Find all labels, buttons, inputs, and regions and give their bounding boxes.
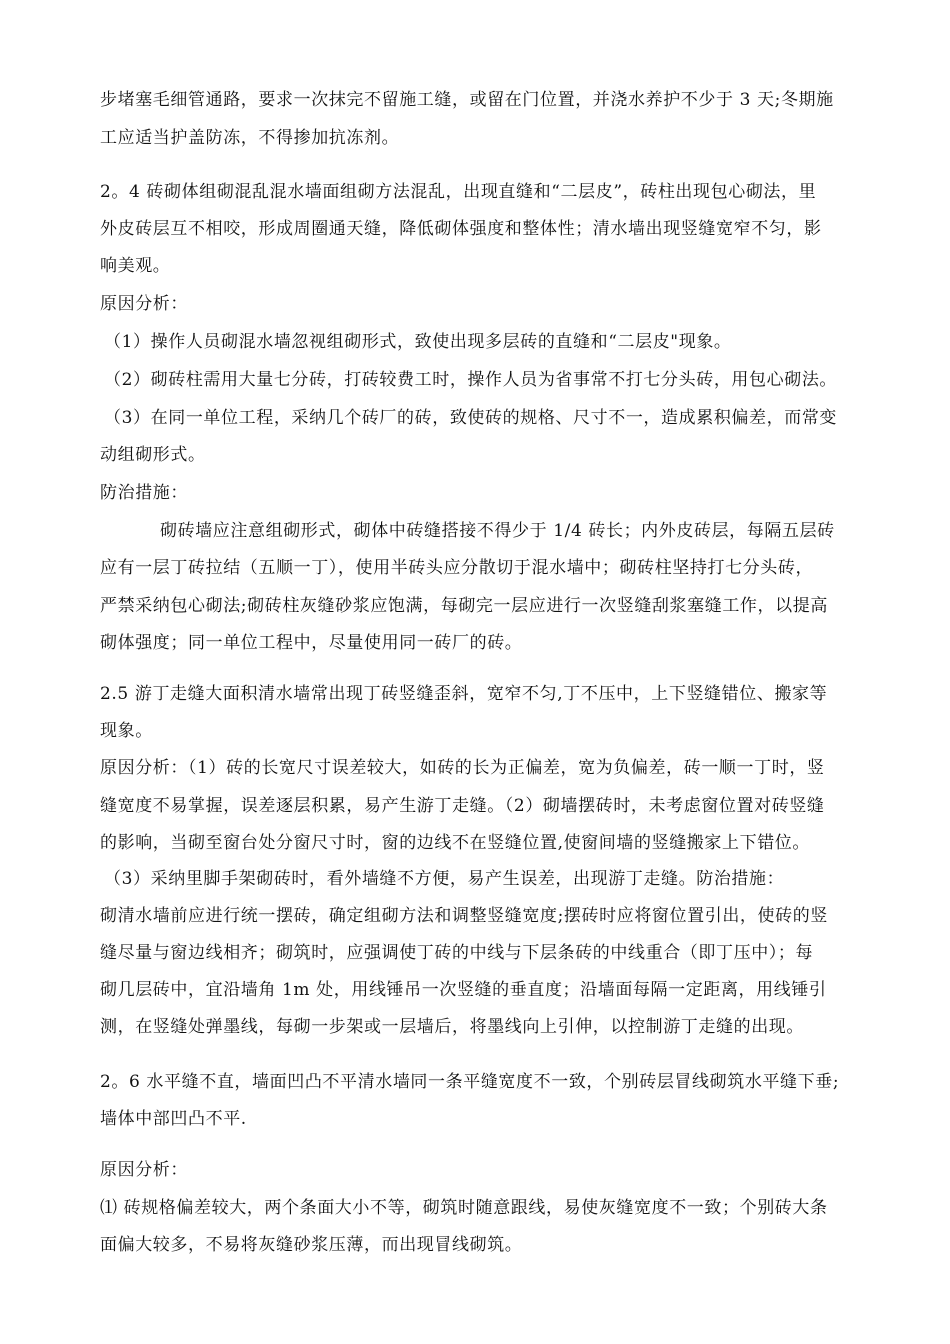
subheading: 原因分析： bbox=[100, 1160, 188, 1180]
text-line: 现象。 bbox=[100, 721, 153, 741]
section-heading: 2.5 游丁走缝大面积清水墙常出现丁砖竖缝歪斜，宽窄不匀,丁不压中，上下竖缝错位、搬家等 bbox=[100, 684, 828, 704]
text-line: 动组砌形式。 bbox=[100, 445, 206, 465]
subheading: 防治措施： bbox=[100, 483, 188, 503]
text-line: 工应适当护盖防冻，不得掺加抗冻剂。 bbox=[100, 128, 400, 148]
text-line: 外皮砖层互不相咬，形成周圈通天缝，降低砌体强度和整体性；清水墙出现竖缝宽窄不匀，影 bbox=[100, 219, 822, 239]
section-heading: 2。4 砖砌体组砌混乱混水墙面组砌方法混乱，出现直缝和“二层皮”，砖柱出现包心砌法，里 bbox=[100, 182, 817, 202]
subheading: 原因分析： bbox=[100, 294, 188, 314]
list-item: （1）操作人员砌混水墙忽视组砌形式，致使出现多层砖的直缝和“二层皮"现象。 bbox=[104, 332, 732, 352]
text-line: 砌砖墙应注意组砌形式，砌体中砖缝搭接不得少于 1/4 砖长；内外皮砖层，每隔五层砖 bbox=[160, 521, 835, 541]
text-line: 缝宽度不易掌握，误差逐层积累，易产生游丁走缝。（2）砌墙摆砖时，未考虑窗位置对砖竖缝 bbox=[100, 796, 825, 816]
list-item: （2）砌砖柱需用大量七分砖，打砖较费工时，操作人员为省事常不打七分头砖，用包心砌法。 bbox=[104, 370, 838, 390]
text-line: 应有一层丁砖拉结（五顺一丁），使用半砖头应分散切于混水墙中；砌砖柱坚持打七分头砖， bbox=[100, 558, 814, 578]
text-line: 步堵塞毛细管通路，要求一次抹完不留施工缝，或留在门位置，并浇水养护不少于 3 天;冬期施 bbox=[100, 90, 834, 110]
text-line: 的影响，当砌至窗台处分窗尺寸时，窗的边线不在竖缝位置,使窗间墙的竖缝搬家上下错位。 bbox=[100, 833, 811, 853]
text-line: 砌体强度；同一单位工程中，尽量使用同一砖厂的砖。 bbox=[100, 633, 523, 653]
text-line: 响美观。 bbox=[100, 256, 171, 276]
text-line: 砌几层砖中，宜沿墙角 1m 处，用线锤吊一次竖缝的垂直度；沿墙面每隔一定距离，用线锤引 bbox=[100, 980, 827, 1000]
section-heading: 2。6 水平缝不直，墙面凹凸不平清水墙同一条平缝宽度不一致，个别砖层冒线砌筑水平缝下垂; bbox=[100, 1072, 840, 1092]
text-line: 原因分析：（1）砖的长宽尺寸误差较大，如砖的长为正偏差，宽为负偏差，砖一顺一丁时，竖 bbox=[100, 758, 825, 778]
list-item: ⑴ 砖规格偏差较大，两个条面大小不等，砌筑时随意跟线，易使灰缝宽度不一致；个别砖大条 bbox=[100, 1198, 828, 1218]
text-line: 面偏大较多，不易将灰缝砂浆压薄，而出现冒线砌筑。 bbox=[100, 1235, 523, 1255]
text-line: 测，在竖缝处弹墨线，每砌一步架或一层墙后，将墨线向上引伸，以控制游丁走缝的出现。 bbox=[100, 1017, 804, 1037]
text-line: 缝尽量与窗边线相齐；砌筑时，应强调使丁砖的中线与下层条砖的中线重合（即丁压中）；每 bbox=[100, 943, 814, 963]
text-line: （3）采纳里脚手架砌砖时，看外墙缝不方便，易产生误差，出现游丁走缝。防治措施： bbox=[104, 869, 785, 889]
text-line: 砌清水墙前应进行统一摆砖，确定组砌方法和调整竖缝宽度;摆砖时应将窗位置引出，使砖的竖 bbox=[100, 906, 828, 926]
text-line: 墙体中部凹凸不平. bbox=[100, 1109, 247, 1129]
text-line: 严禁采纳包心砌法;砌砖柱灰缝砂浆应饱满，每砌完一层应进行一次竖缝刮浆塞缝工作，以提高 bbox=[100, 596, 828, 616]
list-item: （3）在同一单位工程，采纳几个砖厂的砖，致使砖的规格、尺寸不一，造成累积偏差，而常变 bbox=[104, 408, 838, 428]
